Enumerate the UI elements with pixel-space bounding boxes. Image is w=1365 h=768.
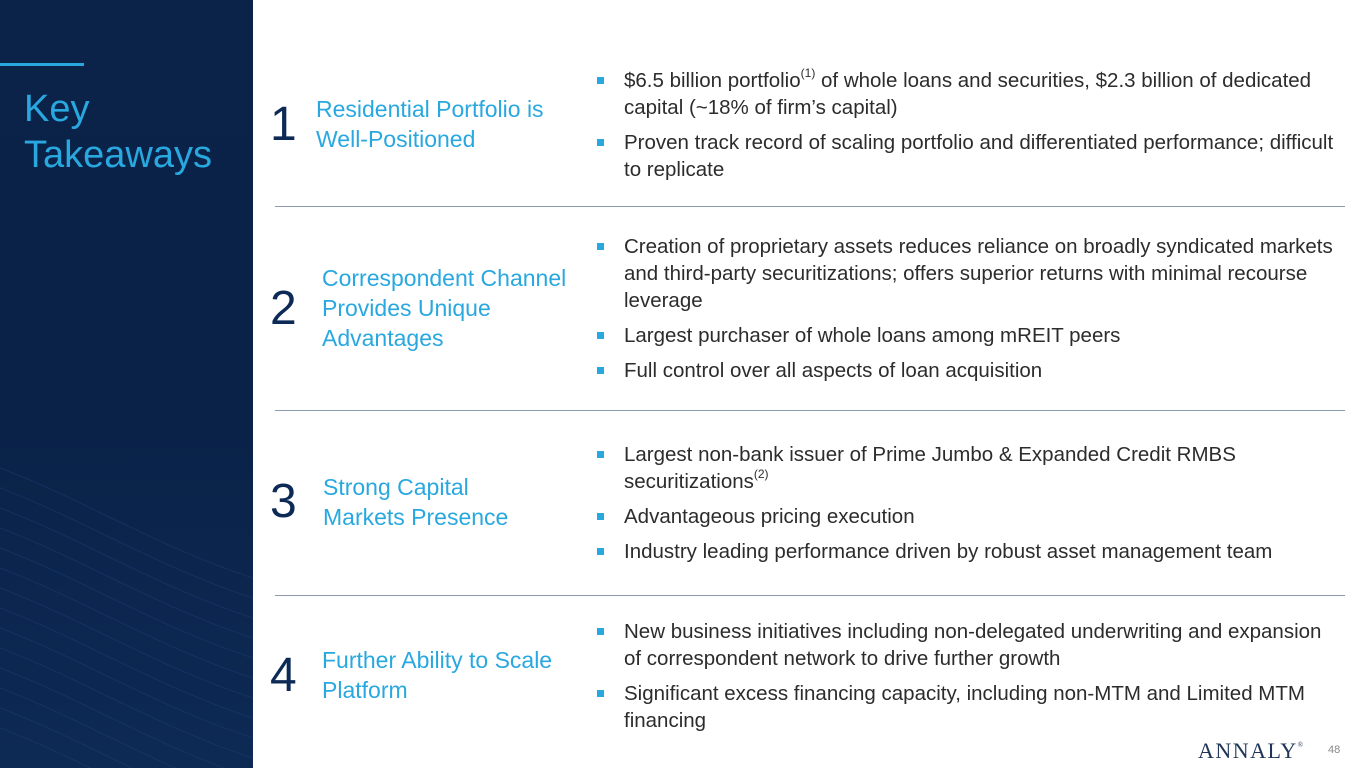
bullet-list [594, 67, 1334, 191]
takeaway-heading [323, 472, 593, 532]
accent-line [0, 63, 84, 66]
heading-line: Strong Capital [323, 474, 469, 500]
takeaway-number: 2 [270, 282, 297, 335]
bullet-item: Advantageous pricing execution [594, 503, 1334, 530]
takeaway-heading [322, 645, 592, 705]
wave-pattern-decoration [0, 348, 253, 768]
bullet-item: Significant excess financing capacity, including non-MTM and Limited MTM financing [594, 680, 1334, 734]
bullet-item: Creation of proprietary assets reduces reliance on broadly syndicated markets and third-party securitizations; offers superior returns with minimal recourse leverage [594, 233, 1334, 314]
takeaway-heading [316, 94, 586, 154]
bullet-item: New business initiatives including non-delegated underwriting and expansion of correspondent network to drive further growth [594, 618, 1334, 672]
row-divider [275, 206, 1345, 207]
bullet-item: Proven track record of scaling portfolio and differentiated performance; difficult to replicate [594, 129, 1334, 183]
sidebar-panel [0, 0, 253, 768]
heading-line: Provides Unique [322, 295, 491, 321]
takeaway-row-3 [270, 440, 1345, 585]
heading-line: Advantages [322, 325, 444, 351]
heading-line: Correspondent Channel [322, 265, 567, 291]
bullet-item: Industry leading performance driven by robust asset management team [594, 538, 1334, 565]
heading-line: Further Ability to Scale [322, 647, 553, 673]
takeaway-number: 1 [270, 98, 297, 151]
bullet-list [594, 441, 1334, 573]
bullet-item: Largest non-bank issuer of Prime Jumbo & Expanded Credit RMBS securitizations$^{(2)}$ [594, 441, 1334, 495]
heading-line: Residential Portfolio is [316, 96, 544, 122]
title-line-1: Key [24, 88, 90, 130]
takeaway-number: 4 [270, 649, 297, 702]
bullet-list [594, 618, 1334, 742]
takeaway-heading [322, 263, 592, 353]
bullet-item: Largest purchaser of whole loans among mREIT peers [594, 322, 1334, 349]
takeaway-row-4 [270, 617, 1345, 742]
bullet-item: $6.5 billion portfolio$^{(1)}$ of whole loans and securities, $2.3 billion of dedicated capital (~18% of firm’s capital) [594, 67, 1334, 121]
title-line-2: Takeaways [24, 134, 212, 176]
bullet-list [594, 233, 1334, 392]
heading-line: Well-Positioned [316, 126, 476, 152]
takeaway-row-2 [270, 232, 1345, 402]
takeaway-row-1 [270, 66, 1345, 196]
takeaway-number: 3 [270, 475, 297, 528]
page-title [24, 86, 244, 178]
row-divider [275, 595, 1345, 596]
bullet-item: Full control over all aspects of loan acquisition [594, 357, 1334, 384]
heading-line: Platform [322, 677, 408, 703]
row-divider [275, 410, 1345, 411]
page-number: 48 [1328, 744, 1341, 756]
annaly-logo: ANNALY® [1198, 738, 1305, 763]
heading-line: Markets Presence [323, 504, 509, 530]
